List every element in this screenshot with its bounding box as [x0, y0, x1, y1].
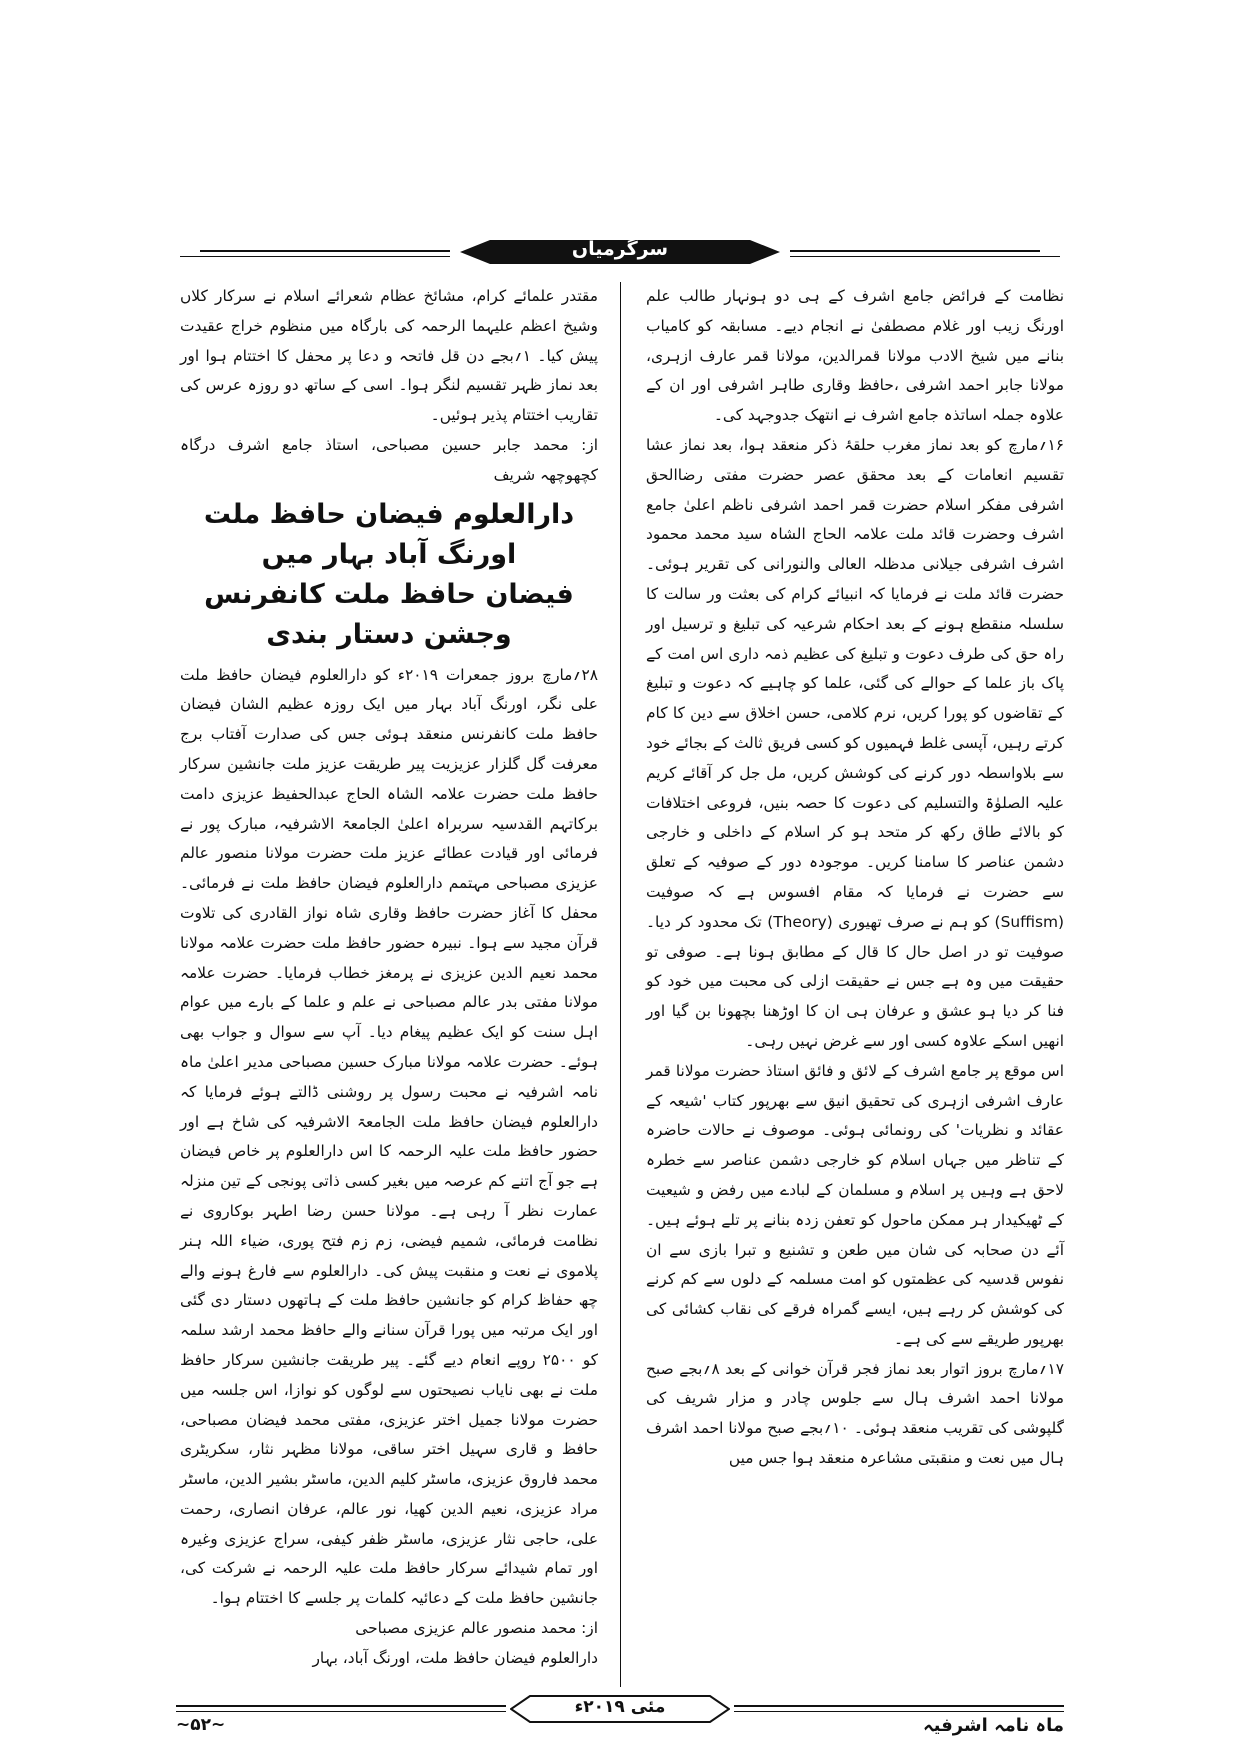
header-rule-right-thin — [790, 256, 1060, 257]
section-title: سرگرمیاں — [571, 238, 669, 260]
header-rule-right — [790, 250, 1040, 252]
right-paragraph-4: ۱۷؍مارچ بروز اتوار بعد نماز فجر قرآن خوانی کے بعد ۸؍بجے صبح مولانا احمد اشرف ہال سے جلوس چادر و مزار شریف کی گلپوشی کی تقریب منعقد ہوئی۔ ۱۰؍بجے صبح مولانا احمد اشرف ہال میں نعت و منقبتی مشاعرہ منعقد ہوا جس میں — [646, 1359, 1064, 1468]
right-paragraph-2: ۱۶؍مارچ کو بعد نماز مغرب حلقۂ ذکر منعقد ہوا، بعد نماز عشا تقسیم انعامات کے بعد محقق عصر حضرت مفتی رضاالحق اشرفی مفکر اسلام حضرت قمر احمد اشرفی ناظم اعلیٰ جامع اشرف وحضرت قائد ملت علامہ الحاج الشاہ سید محمد محمود اشرف اشرفی جیلانی مدظلہ العالی والنورانی کی تقریر ہوئی۔ حضرت قائد ملت نے فرمایا کہ انبیائے کرام کی بعثت ور سالت کا سلسلہ منقطع ہونے کے بعد احکام شرعیہ کی تبلیغ و ترسیل اور راہ حق کی طرف دعوت و تبلیغ کی عظیم ذمہ داری اس امت کے پاک باز علما کے حوالے کی گئی، علما کو چاہیے کہ دعوت و تبلیغ کے تقاضوں کو پورا کریں، نرم کلامی، حسن اخلاق سے دین کا کام کرتے رہیں، آپسی غلط فہمیوں کو کسی فریق ثالث کے بجائے خود سے بلاواسطہ دور کرنے کی کوشش کریں، مل جل کر آقائے کریم علیہ الصلوٰۃ والتسلیم کی دعوت کا حصہ بنیں، فروعی اختلافات کو بالائے طاق رکھ کر متحد ہو کر اسلام کے داخلی و خارجی دشمن عناصر کا سامنا کریں۔ موجودہ دور کے صوفیہ کے تعلق سے حضرت نے فرمایا کہ مقام افسوس ہے کہ صوفیت (Suffism) کو ہم نے صرف تھیوری (Theory) تک محدود کر دیا۔ صوفیت تو در اصل حال کا قال کے مطابق ہونا ہے۔ صوفی تو حقیقت میں وہ ہے جس نے حقیقت ازلی کی محبت میں خود کو فنا کر دیا ہو عشق و عرفان ہی ان کا اوڑھنا بچھونا بن گیا اور انھیں اسکے علاوہ کسی اور سے غرض نہیں رہی۔ — [646, 435, 1064, 1050]
footer-rule-left — [176, 1705, 506, 1707]
headline-line-2: فیضان حافظ ملت کانفرنس وجشن دستار بندی — [204, 578, 574, 650]
article-byline: از: محمد جابر حسین مصباحی، استاذ جامع اشرف درگاہ کچھوچھہ شریف — [180, 435, 598, 484]
footer-rule-right — [734, 1705, 1064, 1707]
section-title-tab — [460, 236, 780, 266]
left-intro-paragraph: مقتدر علمائے کرام، مشائخ عظام شعرائے اسلام نے سرکار کلاں وشیخ اعظم علیہما الرحمہ کی بارگاہ میں منظوم خراج عقیدت پیش کیا۔ ۱؍بجے دن قل فاتحہ و دعا پر محفل کا اختتام ہوا اور بعد نماز ظہر تقسیم لنگر ہوا۔ اسی کے ساتھ دو روزہ عرس کی تقاریب اختتام پذیر ہوئیں۔ — [180, 287, 599, 425]
article-column-right — [646, 282, 1064, 1474]
article-column-left — [180, 282, 598, 1674]
magazine-name: ماہ نامہ اشرفیہ — [923, 1715, 1064, 1736]
author-affiliation: دارالعلوم فیضان حافظ ملت، اورنگ آباد، بہار — [312, 1648, 598, 1667]
page-footer — [176, 1695, 1064, 1736]
article-body: ۲۸؍مارچ بروز جمعرات ۲۰۱۹ء کو دارالعلوم فیضان حافظ ملت علی نگر، اورنگ آباد بہار میں ایک روزہ عظیم الشان فیضان حافظ ملت کانفرنس منعقد ہوئی جس کی صدارت آفتاب برج معرفت گل گلزار عزیزیت پیر طریقت عزیز ملت جانشین سرکار حافظ ملت حضرت علامہ الشاہ الحاج عبدالحفیظ عزیزی دامت برکاتہم القدسیہ سربراہ اعلیٰ الجامعۃ الاشرفیہ، مبارک پور نے فرمائی اور قیادت عطائے عزیز ملت حضرت مولانا منصور عالم عزیزی مصباحی مہتمم دارالعلوم فیضان حافظ ملت نے فرمائی۔ محفل کا آغاز حضرت حافظ وقاری شاہ نواز القادری کی تلاوت قرآن مجید سے ہوا۔ نبیرہ حضور حافظ ملت حضرت علامہ مولانا محمد نعیم الدین عزیزی نے پرمغز خطاب فرمایا۔ حضرت علامہ مولانا مفتی بدر عالم مصباحی نے علم و علما کے بارے میں عوام اہل سنت کو ایک عظیم پیغام دیا۔ آپ سے سوال و جواب بھی ہوئے۔ حضرت علامہ مولانا مبارک حسین مصباحی مدیر اعلیٰ ماہ نامہ اشرفیہ نے محبت رسول پر روشنی ڈالتے ہوئے فرمایا کہ دارالعلوم فیضان حافظ ملت الجامعۃ الاشرفیہ کی شاخ ہے اور حضور حافظ ملت علیہ الرحمہ کا اس دارالعلوم پر خاص فیضان ہے جو آج اتنے کم عرصہ میں بغیر کسی ذاتی پونجی کے تین منزلہ عمارت نظر آ رہی ہے۔ مولانا حسن رضا اطہر بوکاروی نے نظامت فرمائی، شمیم فیضی، زم زم فتح پوری، ضیاء اللہ ہنر پلاموی نے نعت و منقبت پیش کی۔ دارالعلوم سے فارغ ہونے والے چھ حفاظ کرام کو جانشین حافظ ملت کے ہاتھوں دستار دی گئی اور ایک مرتبہ میں پورا قرآن سنانے والے حافظ محمد ارشد سلمہ کو ۲۵۰۰ روپے انعام دیے گئے۔ پیر طریقت جانشین سرکار حافظ ملت نے بھی نایاب نصیحتوں سے لوگوں کو نوازا، اس جلسہ میں حضرت مولانا جمیل اختر عزیزی، مفتی محمد فیضان مصباحی، حافظ و قاری سہیل اختر ساقی، مولانا مظہر نثار، سکریٹری محمد فاروق عزیزی، ماسٹر کلیم الدین، ماسٹر بشیر الدین، ماسٹر مراد عزیزی، نعیم الدین کھیا، نور عالم، عرفان انصاری، رحمت علی، حاجی نثار عزیزی، ماسٹر ظفر کیفی، سراج عزیزی وغیرہ اور تمام شیدائے سرکار حافظ ملت علیہ الرحمہ نے شرکت کی، جانشین حافظ ملت کے دعائیہ کلمات پر جلسے کا اختتام ہوا۔ — [180, 665, 598, 1608]
section-header — [180, 236, 1060, 266]
footer-rule-right-thin — [734, 1711, 1064, 1712]
article-author: از: محمد منصور عالم عزیزی مصباحی — [355, 1619, 598, 1638]
column-divider — [620, 282, 621, 1687]
issue-date-tab — [510, 1695, 730, 1723]
right-paragraph-3: اس موقع پر جامع اشرف کے لائق و فائق استاذ حضرت مولانا قمر عارف اشرفی ازہری کی تحقیق انیق سے بھرپور کتاب 'شیعہ کے عقائد و نظریات' کی رونمائی ہوئی۔ موصوف نے حالات حاضرہ کے تناظر میں جہاں اسلام کو خارجی دشمن عناصر سے خطرہ لاحق ہے وہیں پر اسلام و مسلمان کے لبادے میں رفض و شیعیت کے ٹھیکیدار ہر ممکن ماحول کو تعفن زدہ بنانے پر تلے ہوئے ہیں۔ آئے دن صحابہ کی شان میں طعن و تشنیع و تبرا بازی سے ان نفوس قدسیہ کی عظمتوں کو امت مسلمہ کے دلوں سے کم کرنے کی کوشش کر رہے ہیں، ایسے گمراہ فرقے کی نقاب کشائی کی بھرپور طریقے سے کی ہے۔ — [646, 1061, 1064, 1348]
right-paragraph-1: نظامت کے فرائض جامع اشرف کے ہی دو ہونہار طالب علم اورنگ زیب اور غلام مصطفیٰ نے انجام دیے۔ مسابقہ کو کامیاب بنانے میں شیخ الادب مولانا قمرالدین، مولانا قمر عارف ازہری، مولانا جابر احمد اشرفی ،حافظ وقاری طاہر اشرفی اور ان کے علاوہ جملہ اساتذہ جامع اشرف نے انتھک جدوجہد کی۔ — [646, 287, 1064, 425]
header-rule-left-thin — [180, 256, 450, 257]
footer-rule-left-thin — [176, 1711, 506, 1712]
headline-line-1: دارالعلوم فیضان حافظ ملت اورنگ آباد بہار میں — [203, 498, 575, 570]
issue-date: مئی ۲۰۱۹ء — [574, 1697, 666, 1717]
page-number: ~۵۲~ — [176, 1715, 226, 1735]
article-headline — [180, 495, 598, 655]
header-rule-left — [200, 250, 450, 252]
